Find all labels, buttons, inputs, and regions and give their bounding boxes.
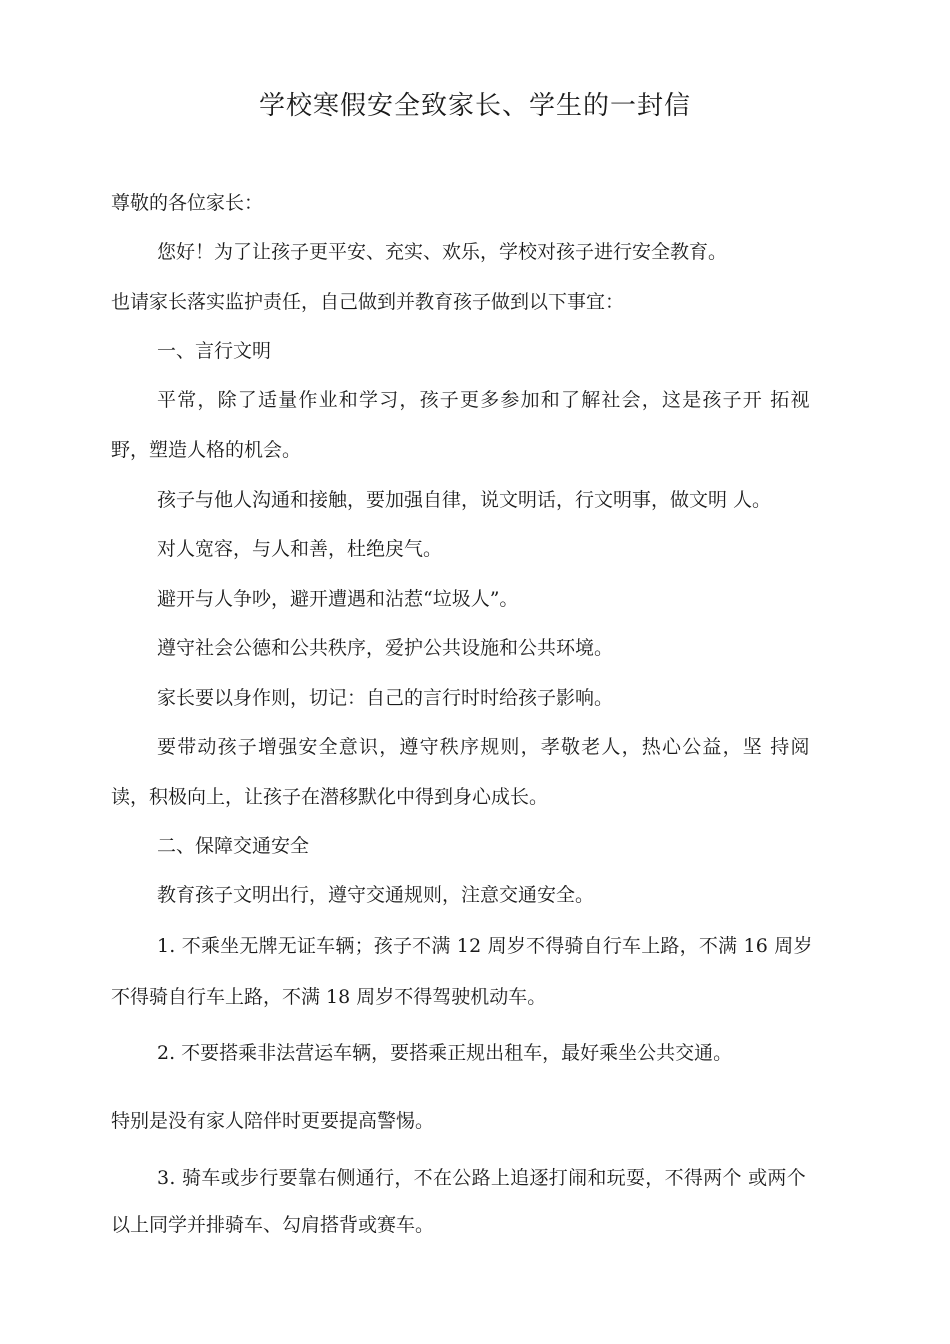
section-heading: 二、保障交通安全	[157, 835, 310, 857]
paragraph-line: 读，积极向上，让孩子在潜移默化中得到身心成长。	[111, 786, 549, 808]
list-item-line: 3. 骑车或步行要靠右侧通行，不在公路上追逐打闹和玩耍，不得两个 或两个	[157, 1167, 807, 1189]
paragraph-line: 野，塑造人格的机会。	[111, 439, 302, 461]
document-title: 学校寒假安全致家长、学生的一封信	[258, 91, 691, 121]
section-heading: 一、言行文明	[157, 340, 272, 362]
paragraph-line: 平常，除了适量作业和学习，孩子更多参加和了解社会，这是孩子开 拓视	[157, 389, 811, 411]
paragraph-line: 也请家长落实监护责任，自己做到并教育孩子做到以下事宜：	[111, 291, 625, 313]
list-item-line: 特别是没有家人陪伴时更要提高警惕。	[111, 1110, 435, 1132]
paragraph-line: 对人宽容，与人和善，杜绝戾气。	[157, 538, 443, 560]
salutation: 尊敬的各位家长：	[111, 192, 264, 214]
list-item-line: 1. 不乘坐无牌无证车辆；孩子不满 12 周岁不得骑自行车上路，不满 16 周岁	[157, 935, 813, 957]
paragraph-line: 您好！为了让孩子更平安、充实、欢乐，学校对孩子进行安全教育。	[157, 241, 728, 263]
list-item-line: 以上同学并排骑车、勾肩搭背或赛车。	[111, 1214, 435, 1236]
paragraph-line: 遵守社会公德和公共秩序，爱护公共设施和公共环境。	[157, 637, 614, 659]
paragraph-line: 孩子与他人沟通和接触，要加强自律，说文明话，行文明事，做文明 人。	[157, 489, 772, 511]
list-item-line: 2. 不要搭乘非法营运车辆，要搭乘正规出租车，最好乘坐公共交通。	[157, 1042, 733, 1064]
paragraph-line: 教育孩子文明出行，遵守交通规则，注意交通安全。	[157, 884, 595, 906]
paragraph-line: 家长要以身作则，切记：自己的言行时时给孩子影响。	[157, 687, 614, 709]
paragraph-line: 要带动孩子增强安全意识，遵守秩序规则，孝敬老人，热心公益，坚 持阅	[157, 736, 811, 758]
paragraph-line: 避开与人争吵，避开遭遇和沾惹“垃圾人”。	[157, 588, 519, 610]
list-item-line: 不得骑自行车上路，不满 18 周岁不得驾驶机动车。	[111, 986, 547, 1008]
